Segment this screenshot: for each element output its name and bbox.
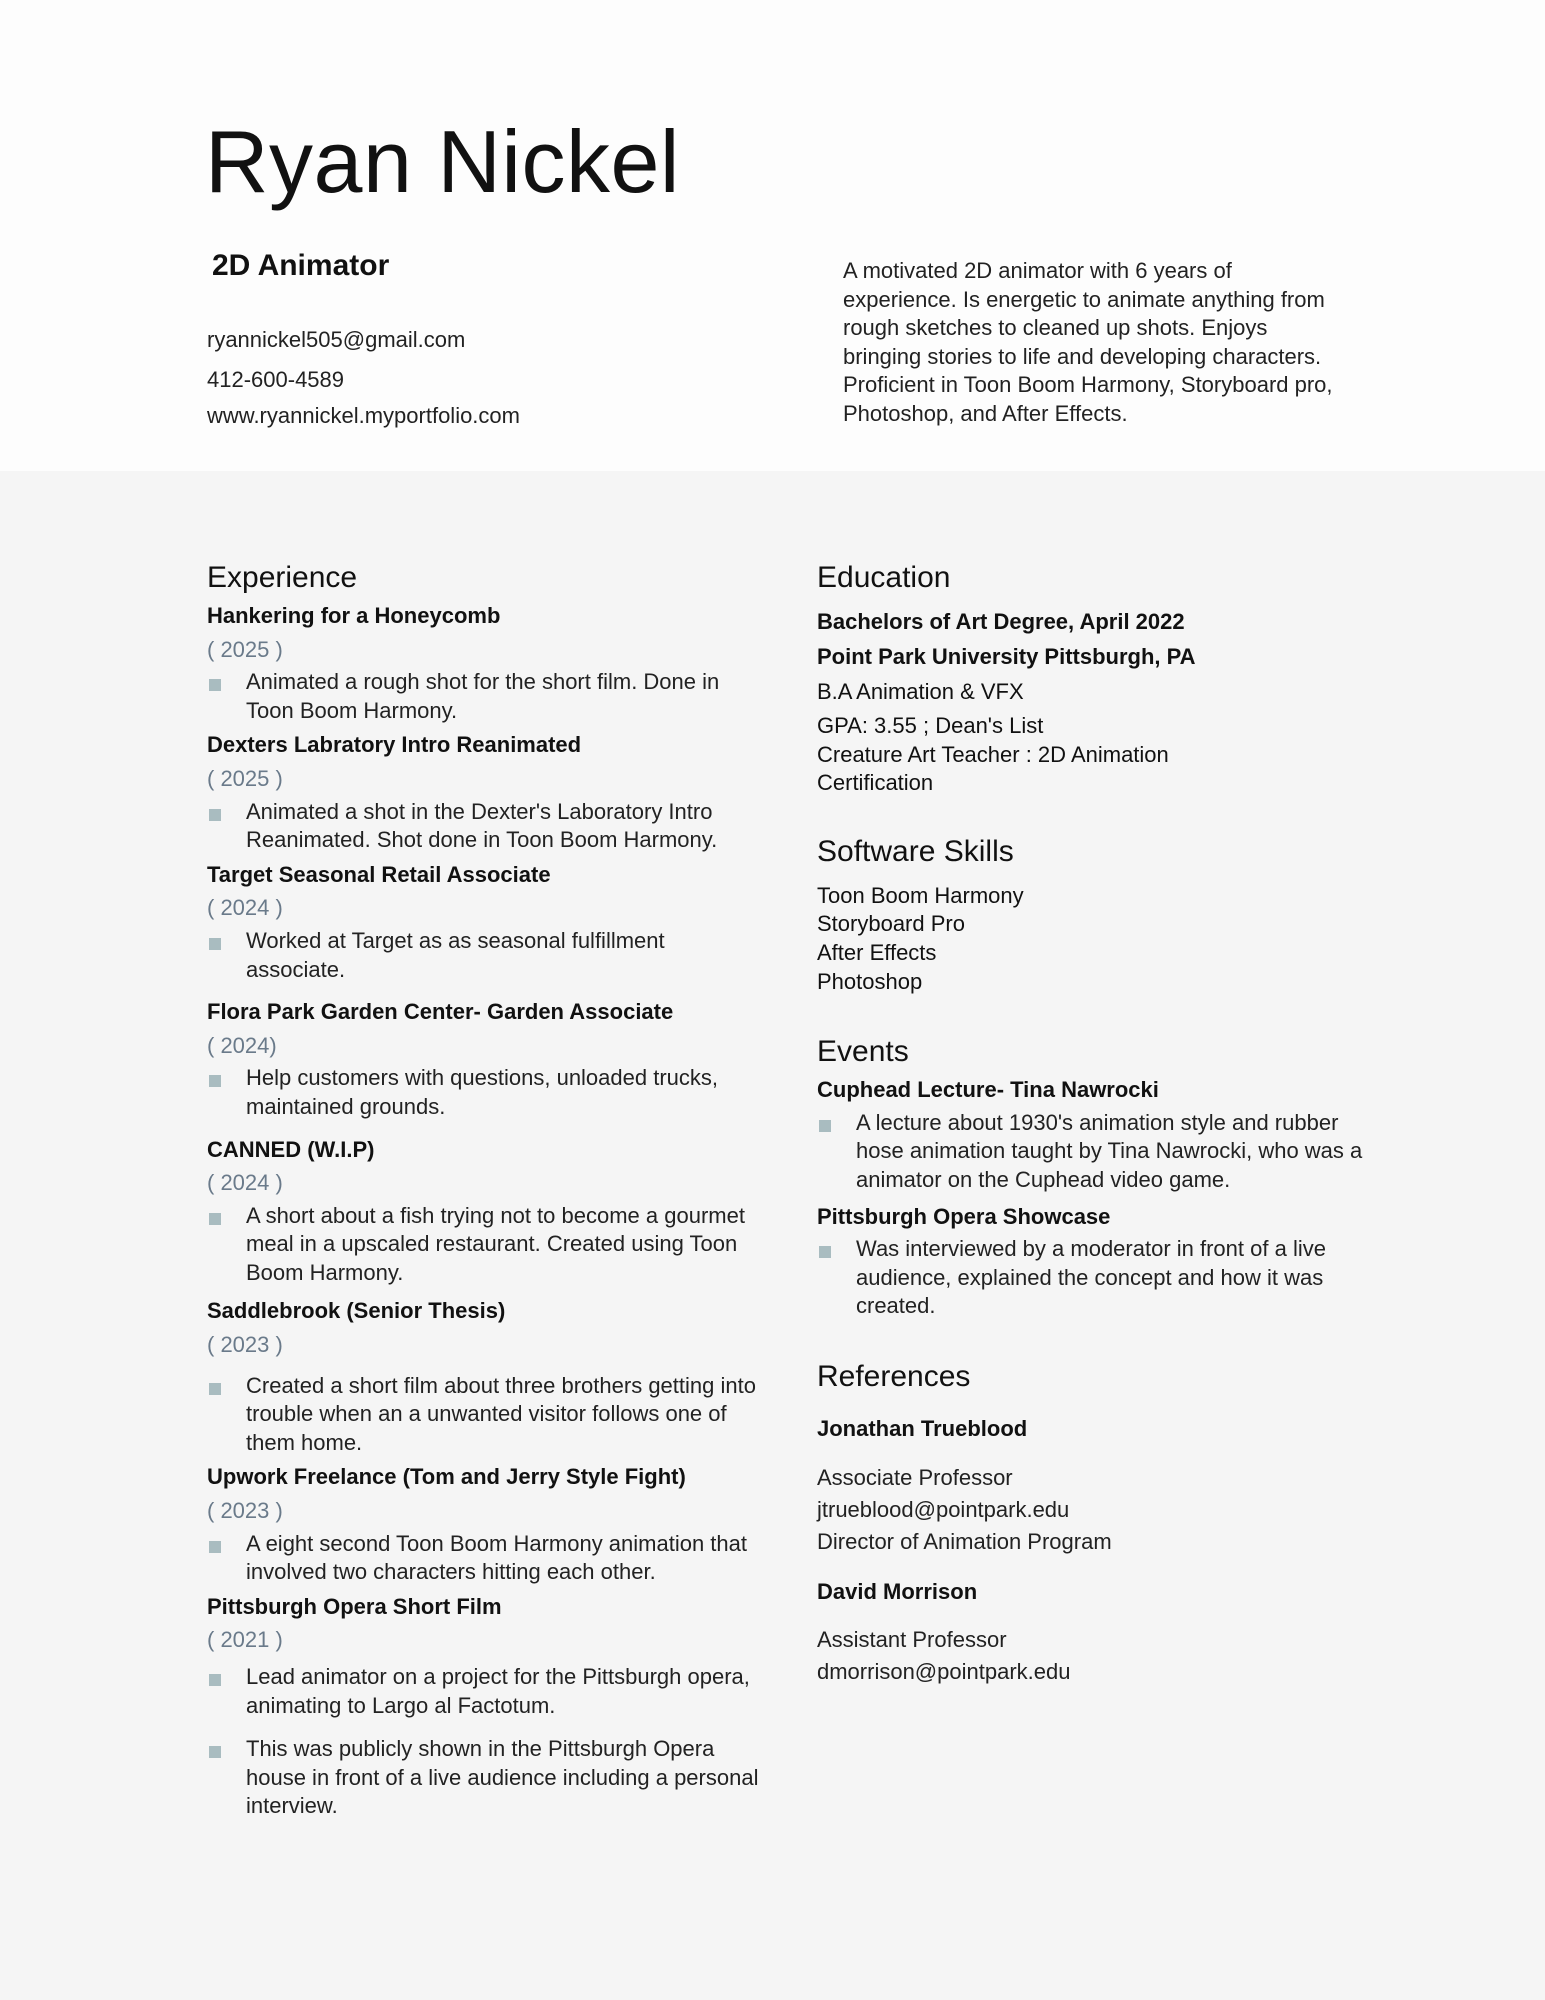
education-heading: Education	[817, 561, 951, 594]
bullet-square-icon	[209, 938, 221, 950]
experience-section	[207, 560, 767, 1821]
events-section	[817, 1034, 1377, 1321]
school: Point Park University Pittsburgh, PA	[817, 644, 1196, 669]
job-entry-title: Dexters Labratory Intro Reanimated	[207, 732, 582, 758]
job-entry	[207, 602, 767, 725]
bullet-square-icon	[819, 1246, 831, 1258]
software-item: Photoshop	[817, 968, 923, 994]
bullet-square-icon	[209, 1674, 221, 1686]
event-bullet: Was interviewed by a moderator in front of a live audience, explained the concept and how it was created.	[817, 1235, 1377, 1321]
degree: Bachelors of Art Degree, April 2022	[817, 609, 1185, 634]
job-entry	[207, 1136, 767, 1288]
job-entry	[207, 1593, 767, 1821]
job-entry	[207, 731, 767, 854]
job-bullet: Created a short film about three brothers getting into trouble when an a unwanted visitor follows one of them home.	[207, 1372, 767, 1458]
job-bullet: This was publicly shown in the Pittsburgh Opera house in front of a live audience including a personal interview.	[207, 1735, 767, 1821]
reference-email[interactable]: jtrueblood@pointpark.edu	[817, 1496, 1070, 1522]
job-entry-year: ( 2024 )	[207, 1170, 283, 1196]
job-entry-year: ( 2024 )	[207, 895, 283, 921]
job-entry-title: Hankering for a Honeycomb	[207, 603, 501, 628]
reference-role: Associate Professor	[817, 1464, 1013, 1490]
job-entry	[207, 861, 767, 984]
reference-role: Assistant Professor	[817, 1627, 1007, 1653]
events-heading: Events	[817, 1035, 909, 1069]
bullet-square-icon	[209, 1213, 221, 1225]
reference-name: Jonathan Trueblood	[817, 1415, 1028, 1441]
references-heading: References	[817, 1359, 971, 1393]
job-bullet: Animated a shot in the Dexter's Laboratory Intro Reanimated. Shot done in Toon Boom Harmony.	[207, 798, 767, 855]
references-section	[817, 1359, 1377, 1688]
software-item: Storyboard Pro	[817, 911, 965, 937]
event-title: Pittsburgh Opera Showcase	[817, 1203, 1111, 1229]
job-bullet: A short about a fish trying not to become a gourmet meal in a upscaled restaurant. Created using Toon Boom Harmony.	[207, 1202, 767, 1288]
gpa: GPA: 3.55 ; Dean's List	[817, 713, 1044, 738]
job-entry-year: ( 2021 )	[207, 1627, 283, 1653]
website-link[interactable]: www.ryannickel.myportfolio.com	[207, 403, 520, 428]
reference-extra: Director of Animation Program	[817, 1528, 1112, 1554]
bullet-square-icon	[209, 1746, 221, 1758]
job-bullet: A eight second Toon Boom Harmony animation that involved two characters hitting each other.	[207, 1530, 767, 1587]
job-entry	[207, 998, 767, 1121]
resume-header	[0, 0, 1545, 471]
bullet-square-icon	[209, 1075, 221, 1087]
job-entry	[207, 1463, 767, 1586]
bullet-square-icon	[209, 1383, 221, 1395]
job-entry-year: ( 2023 )	[207, 1332, 283, 1358]
bullet-square-icon	[209, 809, 221, 821]
job-entry-year: ( 2023 )	[207, 1498, 283, 1524]
job-entry-year: ( 2024)	[207, 1032, 277, 1058]
job-entry	[207, 1297, 767, 1457]
job-bullet: Worked at Target as as seasonal fulfillment associate.	[207, 927, 767, 984]
job-entry-title: Saddlebrook (Senior Thesis)	[207, 1298, 506, 1324]
major: B.A Animation & VFX	[817, 679, 1024, 704]
job-entry-title: Upwork Freelance (Tom and Jerry Style Fight)	[207, 1464, 686, 1490]
software-heading: Software Skills	[817, 834, 1014, 868]
event-title: Cuphead Lecture- Tina Nawrocki	[817, 1077, 1159, 1103]
bullet-square-icon	[819, 1120, 831, 1132]
job-entry-title: Target Seasonal Retail Associate	[207, 861, 551, 887]
experience-heading: Experience	[207, 561, 358, 594]
education-section	[817, 560, 1377, 798]
job-entry-title: CANNED (W.I.P)	[207, 1136, 375, 1162]
job-entry-year: ( 2025 )	[207, 765, 283, 791]
job-entry-title: Pittsburgh Opera Short Film	[207, 1593, 502, 1619]
right-column	[817, 560, 1377, 1688]
software-section	[817, 834, 1377, 996]
bullet-square-icon	[209, 679, 221, 691]
profile-summary: A motivated 2D animator with 6 years of experience. Is energetic to animate anything from rough sketches to cleaned up shots. Enjoys bringing stories to life and developing characters. Proficient in Toon Boom Harmony, Storyboard pro, Photoshop, and After Effects.	[843, 258, 1333, 426]
reference-name: David Morrison	[817, 1578, 978, 1604]
job-bullet: Help customers with questions, unloaded trucks, maintained grounds.	[207, 1064, 767, 1121]
job-entry-year: ( 2025 )	[207, 636, 283, 662]
phone-contact: 412-600-4589	[207, 367, 345, 392]
job-entry-title: Flora Park Garden Center- Garden Associate	[207, 999, 674, 1025]
reference-email[interactable]: dmorrison@pointpark.edu	[817, 1659, 1071, 1685]
software-list	[817, 882, 1377, 996]
job-bullet: Animated a rough shot for the short film. Done in Toon Boom Harmony.	[207, 668, 767, 725]
certification: Creature Art Teacher : 2D Animation Certification	[817, 741, 1169, 796]
event-bullet: A lecture about 1930's animation style and rubber hose animation taught by Tina Nawrocki, who was a animator on the Cuphead video game.	[817, 1109, 1377, 1195]
bullet-square-icon	[209, 1541, 221, 1553]
software-item: After Effects	[817, 939, 937, 965]
job-title: 2D Animator	[212, 249, 390, 282]
email-contact[interactable]: ryannickel505@gmail.com	[207, 327, 466, 352]
candidate-name: Ryan Nickel	[205, 112, 680, 211]
job-bullet: Lead animator on a project for the Pittsburgh opera, animating to Largo al Factotum.	[207, 1663, 767, 1720]
software-item: Toon Boom Harmony	[817, 882, 1024, 908]
